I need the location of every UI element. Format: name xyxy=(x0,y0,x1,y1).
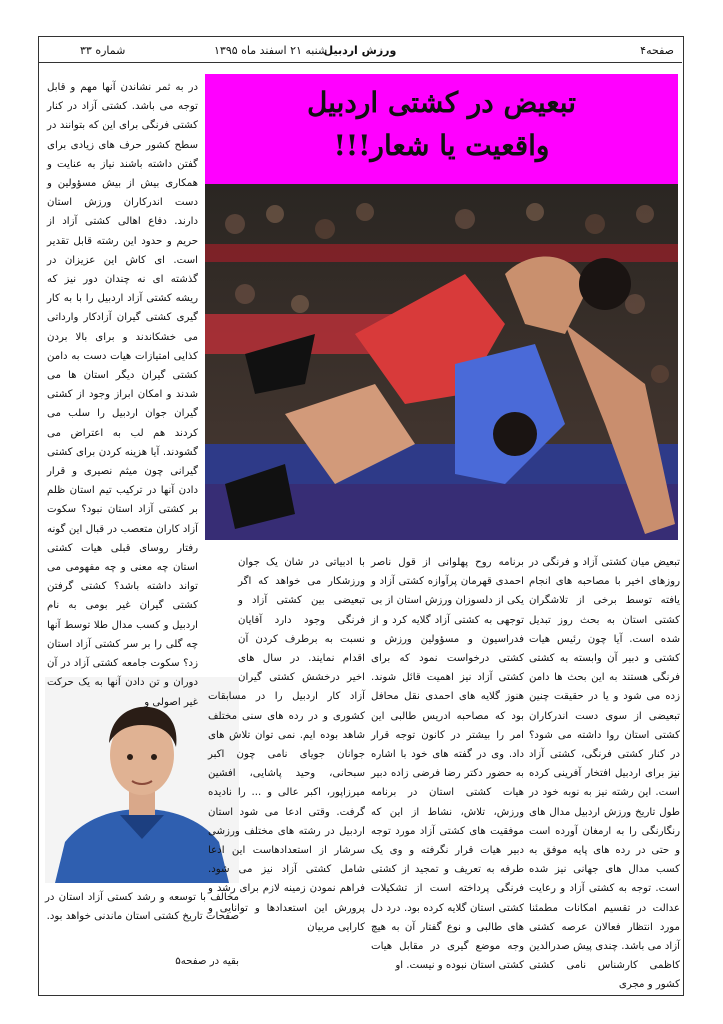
headline-line-1: تبعیض در کشتی اردبیل xyxy=(306,86,577,119)
article-column-1 xyxy=(47,78,198,708)
article-column-4 xyxy=(529,553,680,991)
headline-line-2: واقعیت یا شعار!!! xyxy=(333,129,550,162)
column-1-text: در به ثمر نشاندن آنها مهم و قابل توجه می باشد. کشتی آزاد در کنار کشتی فرنگی برای این که بتوانند در سطح کشور حرف های زیادی برای گفتن داشته باشند نیاز به عنایت و همکاری بیش از بیش مسؤولین و دست اندرکاران ورزش استان دارند. دفاع اهالی کشتی آزاد از حریم و حدود این رشته قابل تقدیر است. ای کاش این عزیزان در گذشته ای نه چندان دور نیز که ریشه کشتی آزاد اردبیل را با به کار گیری کشتی گیران آزادکار وارداتی می خشکاندند و برای بالا بردن کذایی امتیازات هیات دست به دامن کشتی گیران دیگر استان ها می شدند و امکان ابراز وجود از کشتی گیران جوان اردبیل را سلب می کردند هم لب به اعتراض می گشودند. آیا هزینه کردن برای کشتی گیرانی چون میثم نصیری و قرار دادن آنها در ترکیب تیم استان ظلم بر کشتی آزاد استان نبود؟ سکوت آزاد کاران متعصب در قبال این گونه رفتار روسای قبلی هیات کشتی استان چه معنی و چه مفهومی می تواند داشته باشد؟ کشتی گرفتن کشتی گیران غیر بومی به نام اردبیل و کسب مدال طلا توسط آنها چه گلی را بر سر کشتی آزاد استان زد؟ سکوت جامعه کشتی آزاد در آن دوران و تن دادن آنها به یک حرکت غیر اصولی و xyxy=(47,82,198,708)
column-1-bottom-text: مخالف با توسعه و رشد کستی آزاد استان در صفحات تاریخ کشتی استان ماندنی خواهد بود. xyxy=(45,892,239,923)
column-3-text: برنامه روح پهلوانی از قول ناصر احمدی قهرمان پرآوازه کشتی آزاد و یکی از دلسوزان ورزش استان از بی توجهی به کشتی آزاد گلایه کرد و از فدراسیون و مسؤولین ورزش و کشتی درخواست نمود که برای کشتی آزاد نیز اهمیت قائل شوند. هنوز گلایه های احمدی نقل محافل بود که مصاحبه ادریس طالبی این امر را بیشتر در کانون توجه قرار داد. وی در گفته های خود با اشاره به حضور دکتر رضا فرضی زاده دبیر هیات کشتی استان در برنامه ورزش، تلاش، نشاط از این که موفقیت های کشتی آزاد مورد توجه دبیر هیات قرار نگرفته و وی یک طرفه به تعریف و تمجید از کشتی فرنگی پرداخته است از تشکیلات کشتی استان گلایه کرده بود. درد دل های طالبی و نوع گفتار آن به هیچ وجه موضع گیری در مقابل هیات کشتی استان نبوده و نیست. او xyxy=(371,557,524,972)
page-number: صفحه۴ xyxy=(640,44,674,57)
article-column-3 xyxy=(371,553,524,972)
wrestling-photo xyxy=(205,184,678,540)
page-header xyxy=(38,36,682,63)
section-title: ورزش اردبیل xyxy=(323,44,397,57)
article-column-2 xyxy=(208,553,365,972)
column-2-text: با ادبیاتی در شان یک جوان ورزشکار می خواهد که اگر تبعیضی بین کشتی آزاد و فرنگی وجود دارد آقایان نسبت به برطرف کردن آن اقدام نمایند. در سال های اخیر درخشش کشتی گیران آزاد کار اردبیل را در مسابقات کشوری و در رده های سنی مختلف شاهد بوده ایم. نمی توان تلاش های جوانان جویای نامی چون اکبر سبحانی، وحید پاشایی، افشین میرزاپور، اکبر عالی و ... را نادیده گرفت. وقتی ادعا می شود استان اردبیل در رشته های مختلف ورزشی سرشار از استعدادهاست این ادعا شامل کشتی آزاد نیز می شود. فراهم نمودن زمینه لازم برای رشد و پرورش این استعدادها و توانایی و کارایی مربیان xyxy=(208,557,365,933)
headline-box xyxy=(205,74,678,184)
continued-note: بقیه در صفحه۵ xyxy=(175,956,239,967)
column-4-text: تبعیض میان کشتی آزاد و فرنگی در روزهای اخیر با مصاحبه های انجام یافته توسط برخی از تلاشگران کشتی استان به بحث روز تبدیل شده است. آیا چون رئیس هیات کشتی و دبیر آن وابسته به کشتی فرنگی هستند به این بحث ها دامن زده می شود و یا در حقیقت چنین تبعیضی از سوی دست اندرکاران کشتی استان روا داشته می شود؟ در کنار کشتی فرنگی، کشتی آزاد نیز برای اردبیل افتخار آفرینی کرده است. این رشته نیز به نوبه خود در طول تاریخ ورزش اردبیل مدال های رنگارنگی را به ارمغان آورده است و حتی در رده های پایه موفق به کسب مدال های جهانی نیز شده است. توجه به کشتی آزاد و رعایت عدالت در تقسیم امکانات مطمئنا مورد انتظار فعالان عرصه کشتی آزاد می باشد. چندی پیش صدرالدین کاظمی کارشناس نامی کشتی کشور و مجری xyxy=(529,557,680,991)
issue-number: شماره ۳۳ xyxy=(80,44,126,57)
issue-date: شنبه ۲۱ اسفند ماه ۱۳۹۵ xyxy=(214,44,328,57)
